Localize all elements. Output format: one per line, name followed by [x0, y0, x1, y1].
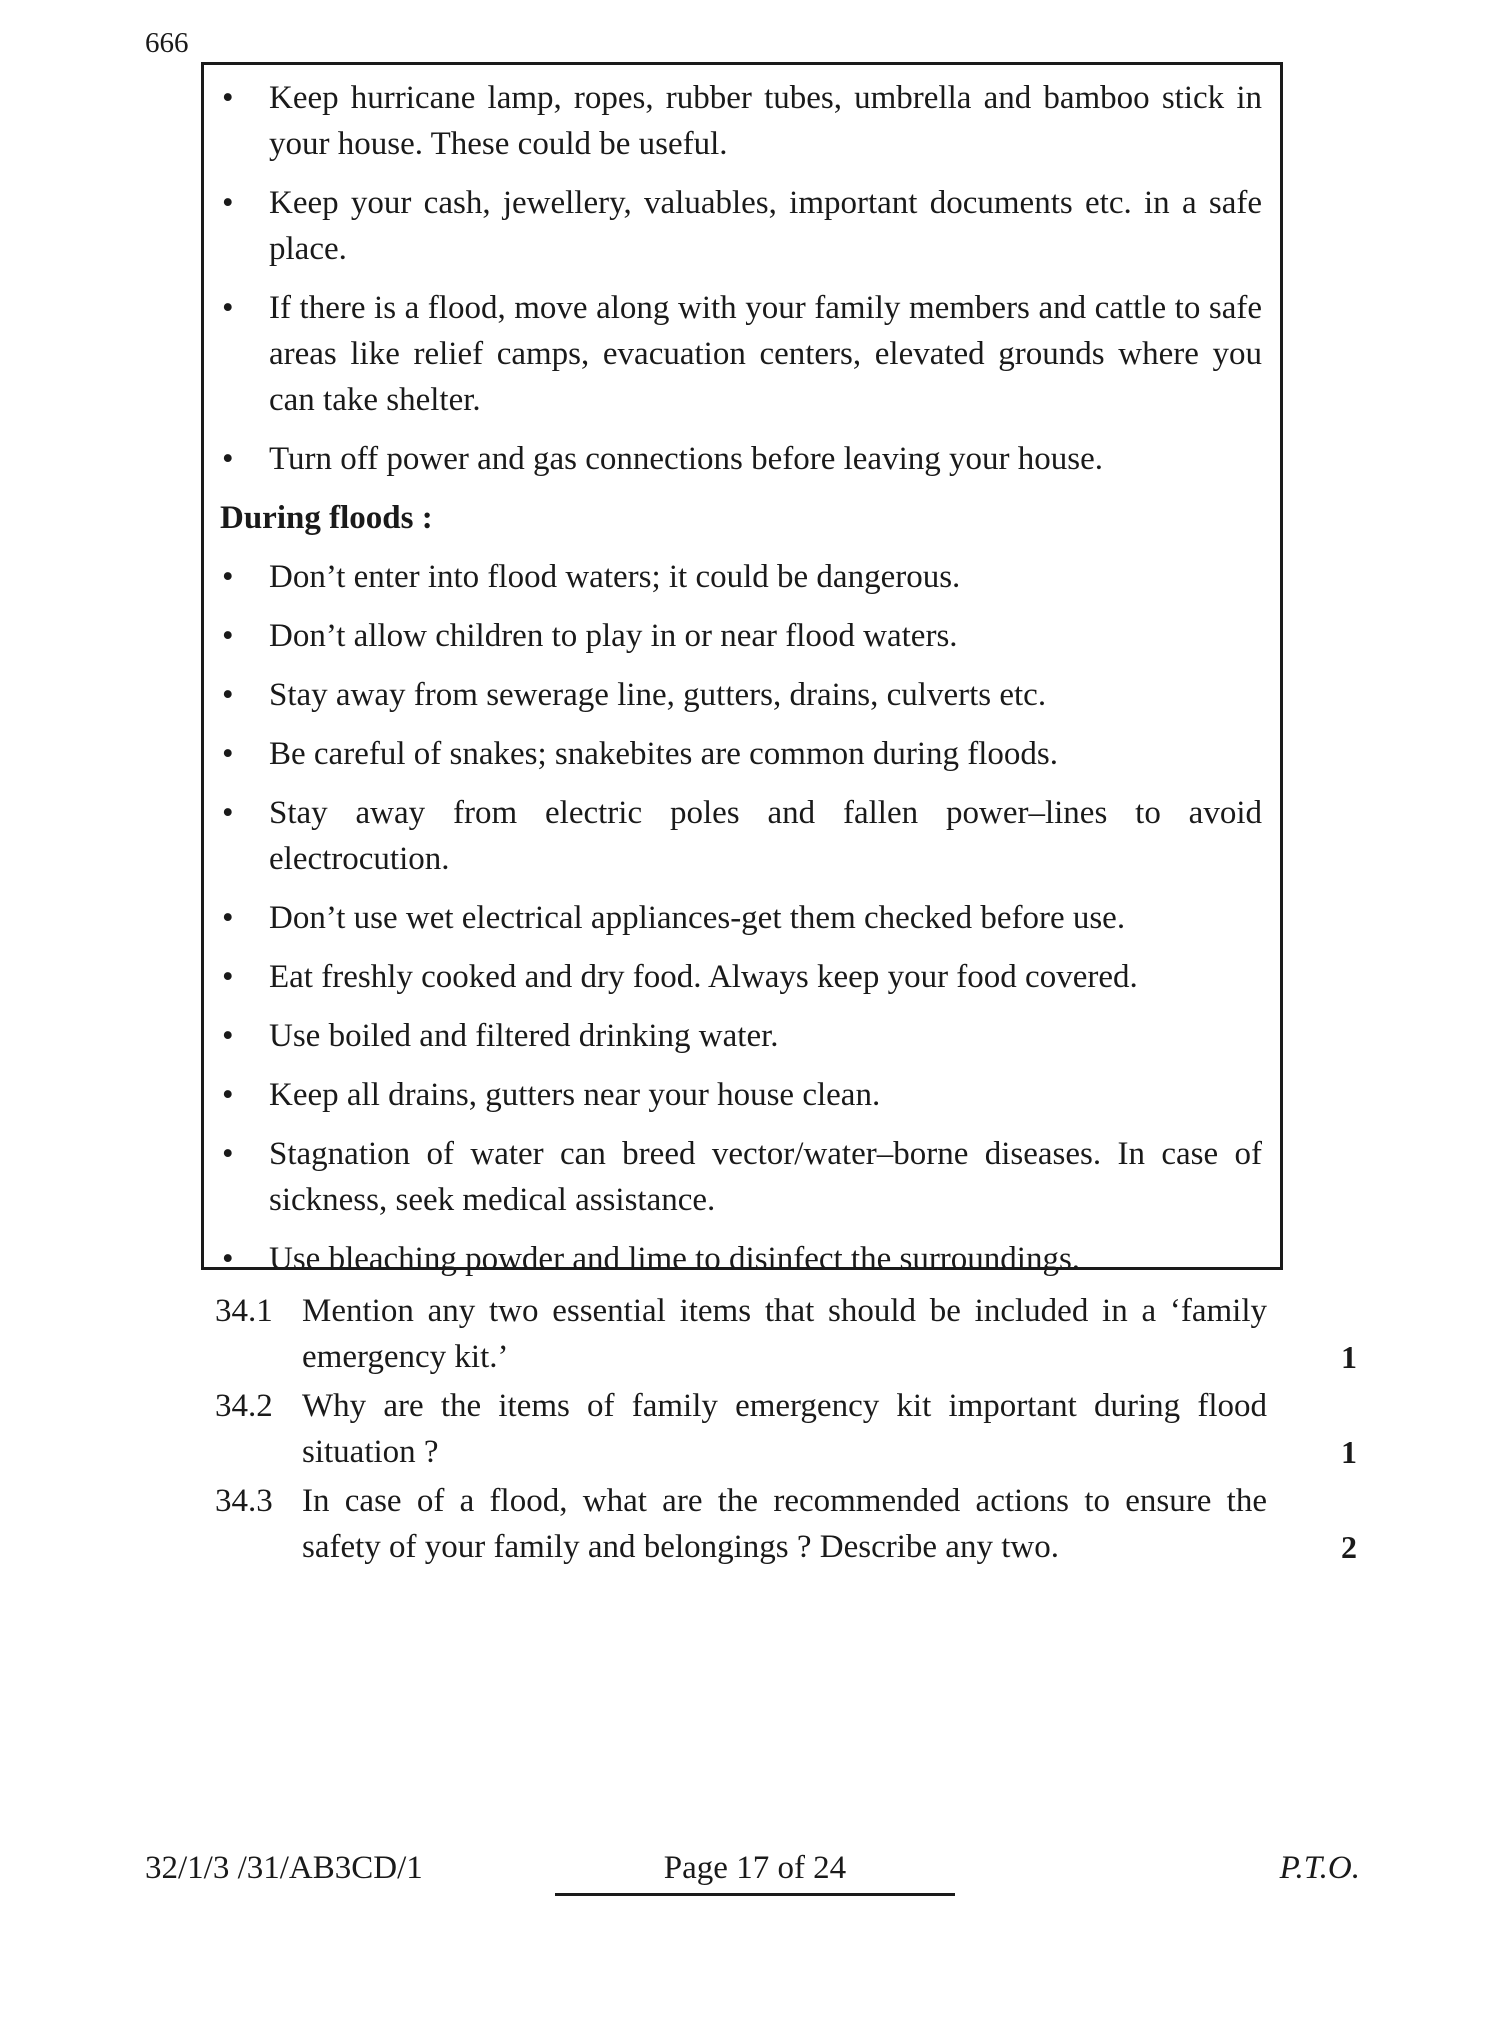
list-item: • Use boiled and filtered drinking water. [220, 1013, 1262, 1059]
list-item: • Keep your cash, jewellery, valuables, important documents etc. in a safe place. [220, 180, 1262, 272]
question-number: 34.3 [215, 1483, 273, 1519]
list-item: • Don’t use wet electrical appliances-get them checked before use. [220, 895, 1262, 941]
question-marks: 1 [1341, 1339, 1357, 1375]
list-item: • Don’t allow children to play in or near flood waters. [220, 613, 1262, 659]
question-34-3 [215, 1478, 1365, 1570]
question-number: 34.1 [215, 1293, 273, 1329]
list-item: • Stay away from electric poles and fallen power–lines to avoid electrocution. [220, 790, 1262, 882]
paper-code: 32/1/3 /31/AB3CD/1 [145, 1850, 423, 1886]
questions-section [215, 1288, 1365, 1573]
page-footer [145, 1845, 1360, 1895]
before-floods-list [220, 75, 1262, 482]
list-item: • Don’t enter into flood waters; it could be dangerous. [220, 554, 1262, 600]
page-number: 666 [145, 27, 189, 59]
list-item: • Keep all drains, gutters near your house clean. [220, 1072, 1262, 1118]
during-floods-heading: During floods : [220, 500, 433, 536]
question-34-1 [215, 1288, 1365, 1380]
list-item: • Turn off power and gas connections before leaving your house. [220, 436, 1262, 482]
question-text: Why are the items of family emergency kit important during flood situation ? [302, 1388, 1267, 1470]
question-text: Mention any two essential items that should be included in a ‘family emergency kit.’ [302, 1293, 1267, 1375]
question-marks: 2 [1341, 1529, 1357, 1565]
list-item: • Use bleaching powder and lime to disinfect the surroundings. [220, 1236, 1262, 1282]
question-text: In case of a flood, what are the recommended actions to ensure the safety of your family and belongings ? Describe any two. [302, 1483, 1267, 1565]
list-item: • Be careful of snakes; snakebites are common during floods. [220, 731, 1262, 777]
list-item: • Stagnation of water can breed vector/water–borne diseases. In case of sickness, seek medical assistance. [220, 1131, 1262, 1223]
during-floods-list [220, 554, 1262, 1282]
question-number: 34.2 [215, 1388, 273, 1424]
list-item: • If there is a flood, move along with your family members and cattle to safe areas like relief camps, evacuation centers, elevated grounds where you can take shelter. [220, 285, 1262, 423]
question-34-2 [215, 1383, 1365, 1475]
page-indicator: Page 17 of 24 [555, 1845, 955, 1896]
pto-label: P.T.O. [1279, 1850, 1360, 1886]
list-item: • Stay away from sewerage line, gutters, drains, culverts etc. [220, 672, 1262, 718]
list-item: • Keep hurricane lamp, ropes, rubber tubes, umbrella and bamboo stick in your house. These could be useful. [220, 75, 1262, 167]
question-marks: 1 [1341, 1434, 1357, 1470]
list-item: • Eat freshly cooked and dry food. Always keep your food covered. [220, 954, 1262, 1000]
flood-guidelines-box [201, 62, 1283, 1277]
